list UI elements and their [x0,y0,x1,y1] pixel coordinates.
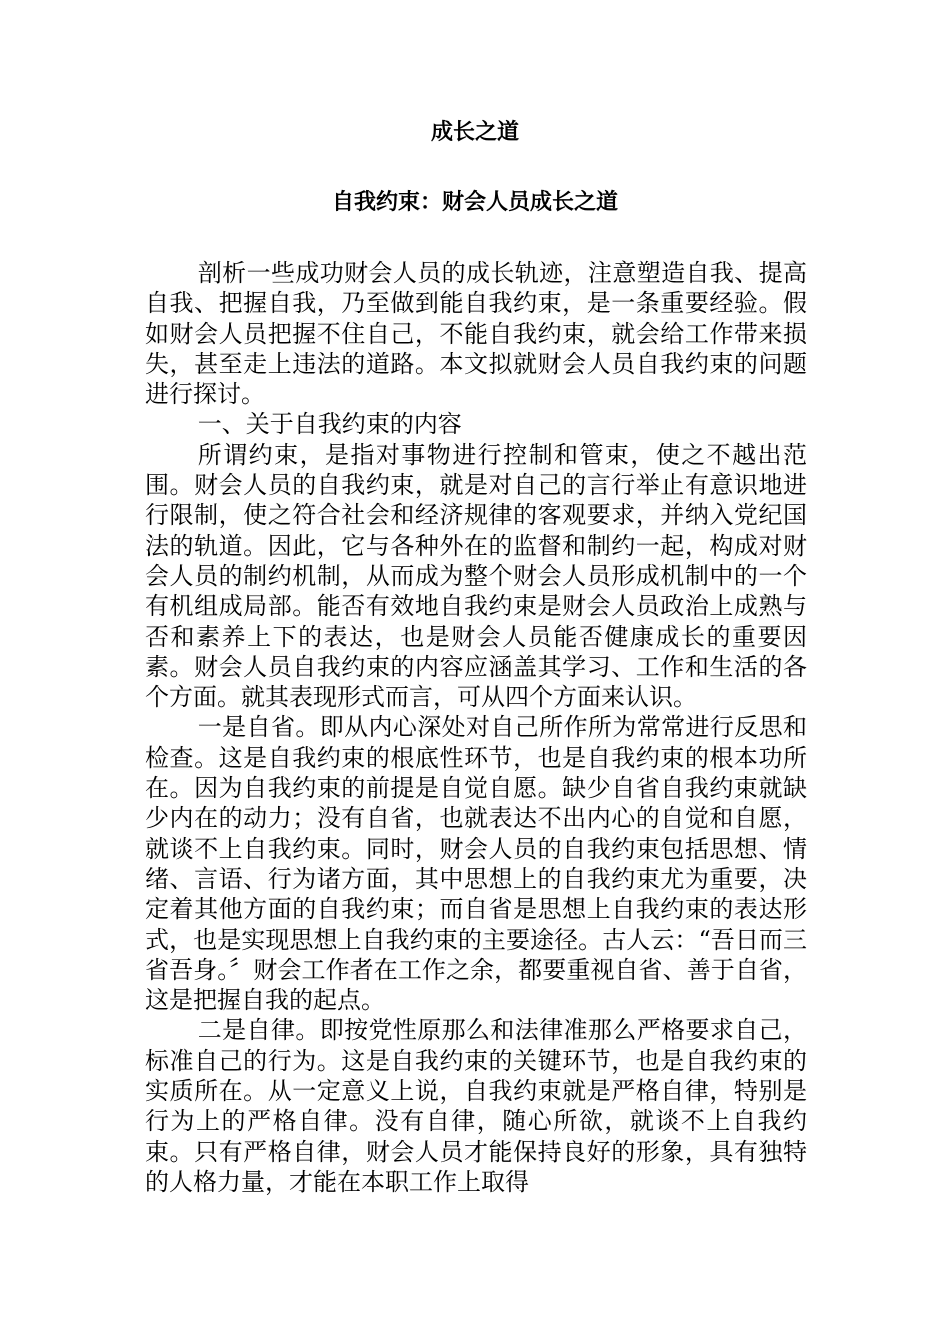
document-title: 成长之道 [430,120,519,145]
document-subtitle: 自我约束：财会人员成长之道 [331,190,618,215]
section-heading: 一、关于自我约束的内容 [197,410,462,439]
paragraph-definition: 所谓约束，是指对事物进行控制和管束，使之不越出范围。财会人员的自我约束，就是对自己的言行举止有意识地进行限制，使之符合社会和经济规律的客观要求，并纳入党纪国法的轨道。因此，它与各种外在的监督和制约一起，构成对财会人员的制约机制，从而成为整个财会人员形成机制中的一个有机组成局部。能否有效地自我约束是财会人员政治上成熟与否和素养上下的表达，也是财会人员能否健康成长的重要因素。财会人员自我约束的内容应涵盖其学习、工作和生活的各个方面。就其表现形式而言，可从四个方面来认识。 [145,440,807,712]
paragraph-intro: 剖析一些成功财会人员的成长轨迹，注意塑造自我、提高自我、把握自我，乃至做到能自我约束，是一条重要经验。假如财会人员把握不住自己，不能自我约束，就会给工作带来损失，甚至走上违法的道路。本文拟就财会人员自我约束的问题进行探讨。 [145,259,807,409]
paragraph-self-discipline: 二是自律。即按党性原那么和法律准那么严格要求自己，标准自己的行为。这是自我约束的关键环节，也是自我约束的实质所在。从一定意义上说，自我约束就是严格自律，特别是行为上的严格自律。没有自律，随心所欲，就谈不上自我约束。只有严格自律，财会人员才能保持良好的形象，具有独特的人格力量，才能在本职工作上取得 [145,1016,807,1196]
paragraph-self-reflection: 一是自省。即从内心深处对自己所作所为常常进行反思和检查。这是自我约束的根底性环节，也是自我约束的根本功所在。因为自我约束的前提是自觉自愿。缺少自省自我约束就缺少内在的动力；没有自省，也就表达不出内心的自觉和自愿，就谈不上自我约束。同时，财会人员的自我约束包括思想、情绪、言语、行为诸方面，其中思想上的自我约束尤为重要，决定着其他方面的自我约束；而自省是思想上自我约束的表达形式，也是实现思想上自我约束的主要途径。古人云：“吾日而三省吾身。〞财会工作者在工作之余，都要重视自省、善于自省，这是把握自我的起点。 [145,713,807,1015]
document-body [145,258,807,1197]
